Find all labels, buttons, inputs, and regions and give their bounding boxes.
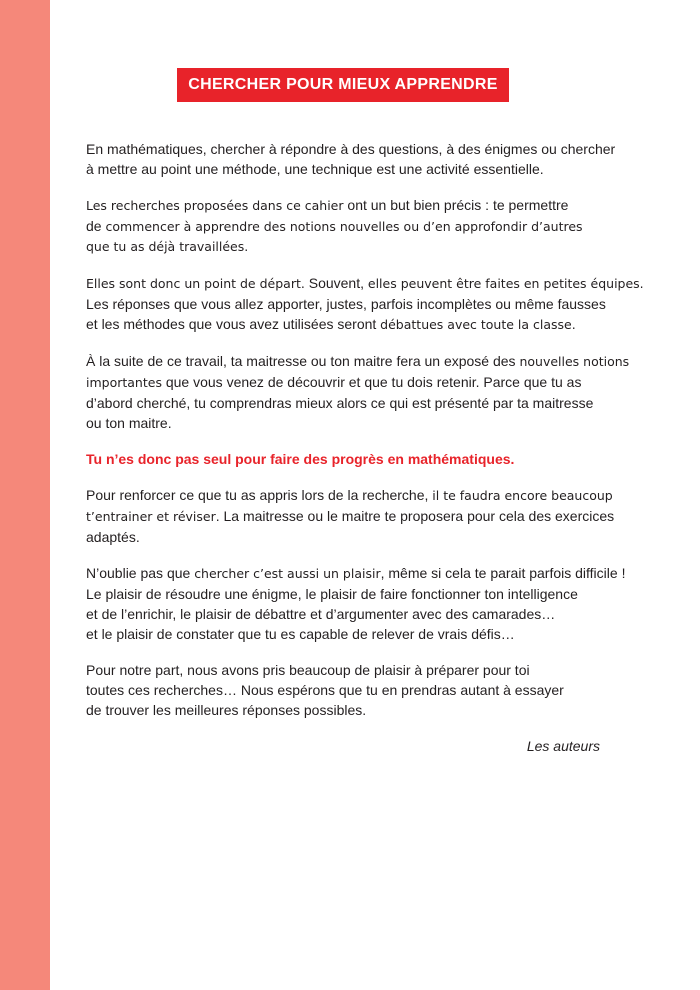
text-line: adaptés.: [86, 529, 140, 545]
text-line: [86, 195, 626, 216]
intro-text-body: [86, 139, 644, 756]
highlighted-phrase: t’entrainer et réviser: [86, 509, 216, 524]
paragraph-practice: [86, 485, 626, 547]
text-segment: de: [86, 218, 106, 234]
highlighted-phrase: chercher c’est aussi un plaisir: [194, 566, 381, 581]
text-segment: . La maitresse ou le maitre te proposera pour cela des exercices: [215, 508, 615, 524]
text-line: d’abord cherché, tu comprendras mieux alors ce qui est présenté par ta maitresse: [86, 395, 594, 411]
text-line: [86, 273, 644, 294]
text-line: Pour notre part, nous avons pris beaucoup de plaisir à préparer pour toi: [86, 662, 530, 678]
text-segment: , même si cela te parait parfois difficile !: [380, 565, 626, 581]
text-segment: ont un but bien précis : te permettre: [343, 197, 569, 213]
page-title: CHERCHER POUR MIEUX APPRENDRE: [188, 76, 498, 93]
text-line: toutes ces recherches… Nous espérons que tu en prendras autant à essayer: [86, 682, 564, 698]
text-line: Le plaisir de résoudre une énigme, le plaisir de faire fonctionner ton intelligence: [86, 586, 578, 602]
text-line: à mettre au point une méthode, une technique est une activité essentielle.: [86, 161, 544, 177]
text-segment: À la suite de ce travail, ta maitresse ou ton maitre fera un exposé des: [86, 353, 520, 369]
text-line: [86, 485, 626, 506]
text-line: ou ton maitre.: [86, 415, 172, 431]
highlighted-phrase: Les recherches proposées dans ce cahier: [86, 198, 344, 213]
page-title-banner: [177, 68, 509, 102]
text-line: [86, 314, 626, 335]
highlighted-phrase: il te faudra encore beaucoup: [432, 488, 613, 503]
highlighted-phrase: nouvelles notions: [519, 354, 630, 369]
paragraph-starting-point: [86, 273, 644, 335]
text-segment: N’oublie pas que: [86, 565, 195, 581]
paragraph-pleasure: [86, 563, 626, 644]
highlighted-phrase: elles peuvent être faites en petites équipes.: [367, 276, 644, 291]
text-segment: Souvent,: [304, 275, 368, 291]
text-line: En mathématiques, chercher à répondre à des questions, à des énigmes ou chercher: [86, 141, 616, 157]
highlighted-phrase: débattues avec toute la classe.: [380, 317, 576, 332]
text-line: [86, 216, 626, 237]
text-line: [86, 506, 626, 527]
text-line: [86, 372, 626, 393]
paragraph-teacher-expose: [86, 351, 630, 433]
text-line: [86, 563, 626, 584]
highlighted-phrase: importantes: [86, 375, 162, 390]
highlighted-phrase: que tu as déjà travaillées.: [86, 239, 249, 254]
side-color-band: [0, 0, 50, 990]
paragraph-purpose: [86, 195, 626, 257]
text-line: et de l’enrichir, le plaisir de débattre et d’argumenter avec des camarades…: [86, 606, 556, 622]
paragraph-intro: [86, 139, 626, 179]
highlighted-phrase: commencer à apprendre des notions nouvelles ou d’en approfondir d’autres: [105, 219, 583, 234]
text-line: et le plaisir de constater que tu es capable de relever de vrais défis…: [86, 626, 515, 642]
paragraph-closing: [86, 660, 626, 720]
text-segment: et les méthodes que vous avez utilisées seront: [86, 316, 381, 332]
text-segment: Pour renforcer ce que tu as appris lors de la recherche,: [86, 487, 433, 503]
text-line: Les réponses que vous allez apporter, justes, parfois incomplètes ou même fausses: [86, 296, 606, 312]
text-segment: que vous venez de découvrir et que tu dois retenir. Parce que tu as: [161, 374, 582, 390]
authors-signature: Les auteurs: [526, 738, 600, 754]
highlight-statement: Tu n’es donc pas seul pour faire des progrès en mathématiques.: [86, 451, 515, 467]
text-line: [86, 351, 630, 372]
text-line: de trouver les meilleures réponses possibles.: [86, 702, 367, 718]
highlighted-phrase: Elles sont donc un point de départ.: [86, 276, 305, 291]
